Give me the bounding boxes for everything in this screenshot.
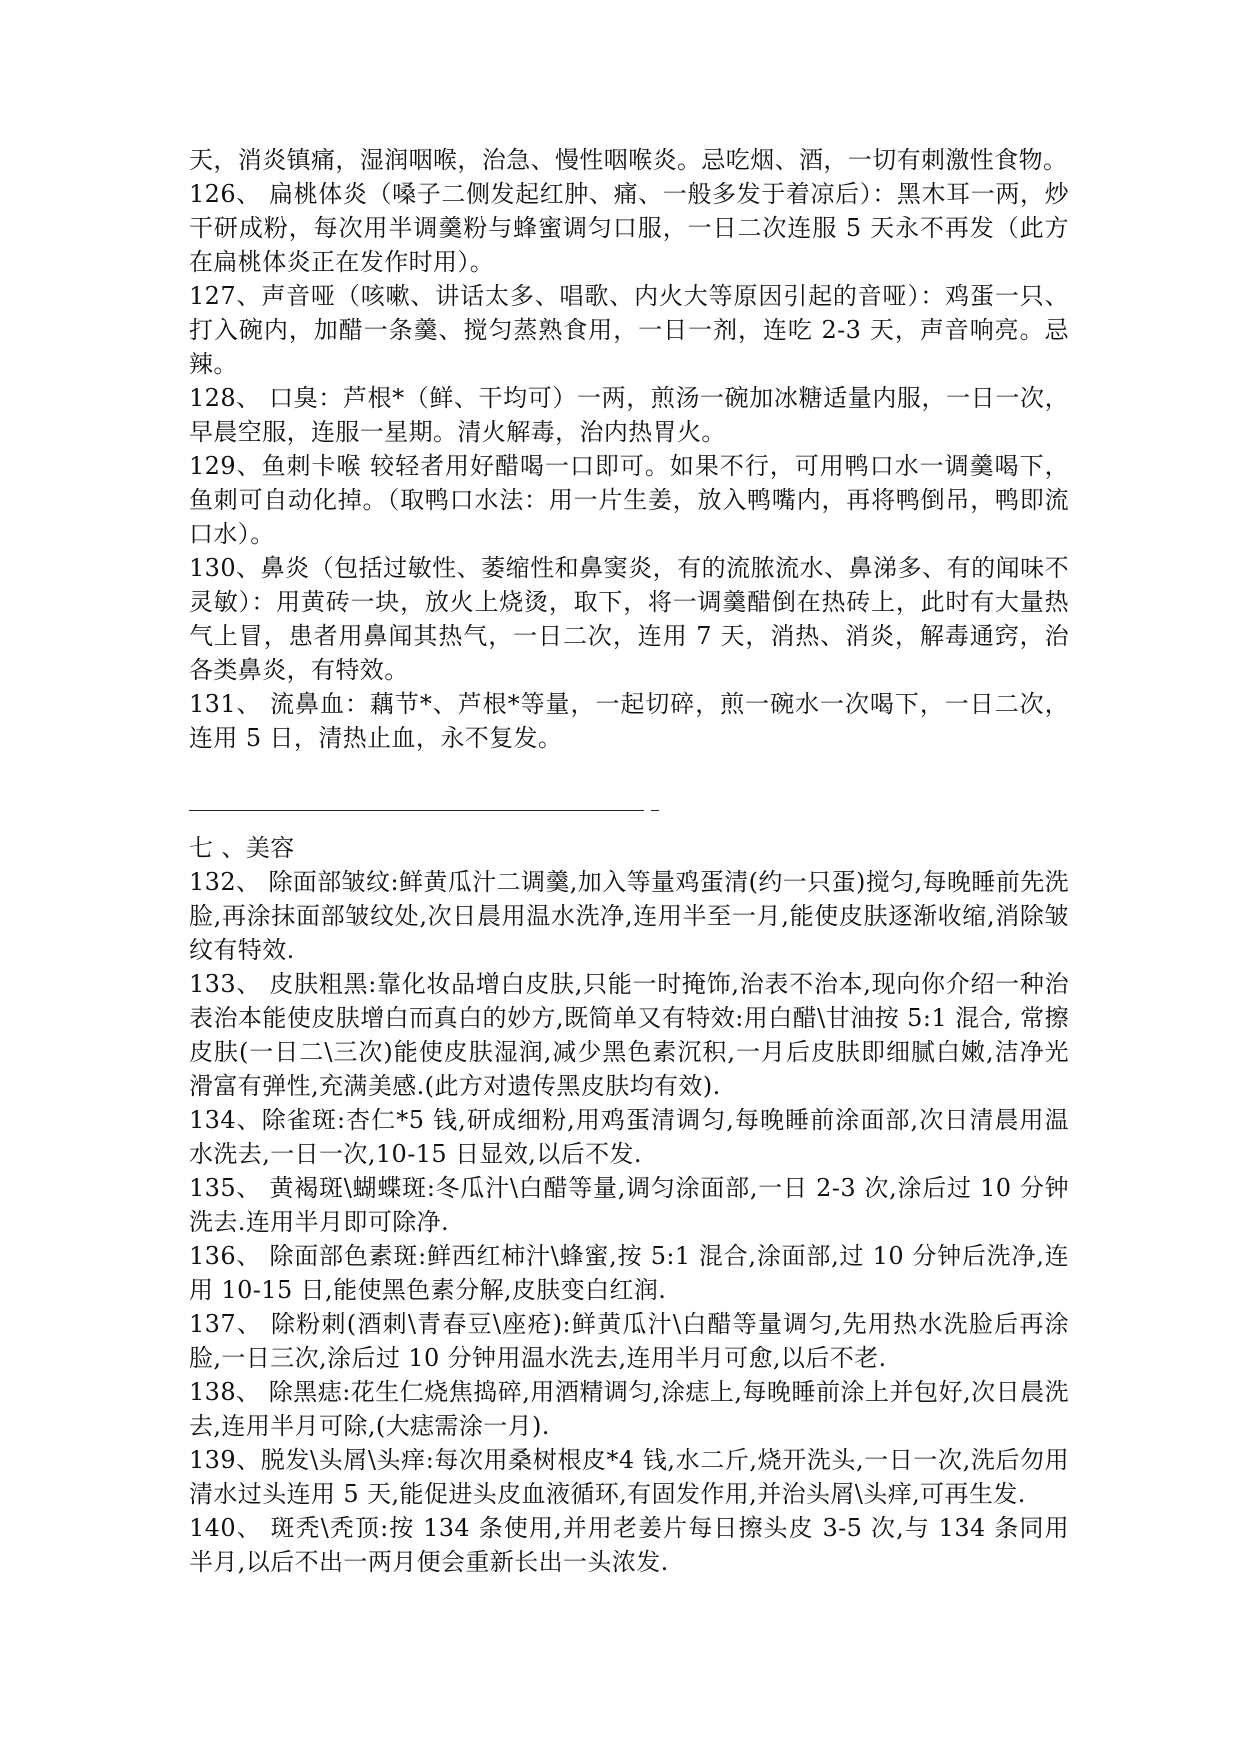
remedy-129: 129、鱼刺卡喉 较轻者用好醋喝一口即可。如果不行，可用鸭口水一调羹喝下，鱼刺可自动化掉。（取鸭口水法：用一片生姜，放入鸭嘴内，再将鸭倒吊，鸭即流口水）。 <box>189 452 1069 548</box>
divider-line <box>189 810 644 811</box>
remedy-127: 127、声音哑（咳嗽、讲话太多、唱歌、内火大等原因引起的音哑）：鸡蛋一只、打入碗内，加醋一条羹、搅匀蒸熟食用，一日一剂，连吃 2-3 天，声音响亮。忌辣。 <box>189 282 1069 378</box>
remedy-136: 136、 除面部色素斑:鲜西红柿汁\蜂蜜,按 5:1 混合,涂面部,过 10 分钟后洗净,连用 10-15 日,能使黑色素分解,皮肤变白红润. <box>189 1242 1069 1304</box>
remedy-132: 132、 除面部皱纹:鲜黄瓜汁二调羹,加入等量鸡蛋清(约一只蛋)搅匀,每晚睡前先洗脸,再涂抹面部皱纹处,次日晨用温水洗净,连用半至一月,能使皮肤逐渐收缩,消除皱纹有特效. <box>189 868 1069 964</box>
remedy-128: 128、 口臭：芦根*（鲜、干均可）一两，煎汤一碗加冰糖适量内服，一日一次，早晨空服，连服一星期。清火解毒，治内热胃火。 <box>189 384 1069 446</box>
remedy-138: 138、 除黑痣:花生仁烧焦捣碎,用酒精调匀,涂痣上,每晚睡前涂上并包好,次日晨洗去,连用半月可除,(大痣需涂一月). <box>189 1378 1069 1440</box>
remedy-135: 135、 黄褐斑\蝴蝶斑:冬瓜汁\白醋等量,调匀涂面部,一日 2-3 次,涂后过 10 分钟洗去.连用半月即可除净. <box>189 1174 1069 1236</box>
remedy-137: 137、 除粉刺(酒刺\青春豆\座疮):鲜黄瓜汁\白醋等量调匀,先用热水洗脸后再涂脸,一日三次,涂后过 10 分钟用温水洗去,连用半月可愈,以后不老. <box>189 1310 1069 1372</box>
section-title: 七 、美容 <box>189 834 295 862</box>
remedy-133: 133、 皮肤粗黑:靠化妆品增白皮肤,只能一时掩饰,治表不治本,现向你介绍一种治表治本能使皮肤增白而真白的妙方,既简单又有特效:用白醋\甘油按 5:1 混合, 常擦皮肤(一日二\三次)能使皮肤湿润,减少黑色素沉积,一月后皮肤即细腻白嫩,洁净光滑富有弹性,充满美感.(此方对遗传黑皮肤均有效). <box>189 970 1069 1100</box>
divider-dash <box>651 810 659 811</box>
remedy-139: 139、脱发\头屑\头痒:每次用桑树根皮*4 钱,水二斤,烧开洗头,一日一次,洗后勿用清水过头连用 5 天,能促进头皮血液循环,有固发作用,并治头屑\头痒,可再生发. <box>189 1446 1069 1508</box>
remedy-134: 134、除雀斑:杏仁*5 钱,研成细粉,用鸡蛋清调匀,每晚睡前涂面部,次日清晨用温水洗去,一日一次,10-15 日显效,以后不发. <box>189 1106 1069 1168</box>
document-page <box>189 143 1069 1579</box>
paragraph-continued: 天，消炎镇痛，湿润咽喉，治急、慢性咽喉炎。忌吃烟、酒，一切有刺激性食物。 <box>189 146 1068 174</box>
section-divider <box>189 795 1069 825</box>
remedy-130: 130、鼻炎（包括过敏性、萎缩性和鼻窦炎，有的流脓流水、鼻涕多、有的闻味不灵敏）：用黄砖一块，放火上烧烫，取下，将一调羹醋倒在热砖上，此时有大量热气上冒，患者用鼻闻其热气，一日二次，连用 7 天，消热、消炎，解毒通窍，治各类鼻炎，有特效。 <box>189 554 1069 684</box>
remedy-140: 140、 斑秃\秃顶:按 134 条使用,并用老姜片每日擦头皮 3-5 次,与 134 条同用半月,以后不出一两月便会重新长出一头浓发. <box>189 1514 1069 1576</box>
remedy-131: 131、 流鼻血：藕节*、芦根*等量，一起切碎，煎一碗水一次喝下，一日二次，连用 5 日，清热止血，永不复发。 <box>189 690 1069 752</box>
remedy-126: 126、 扁桃体炎（嗓子二侧发起红肿、痛、一般多发于着凉后）：黑木耳一两，炒干研成粉，每次用半调羹粉与蜂蜜调匀口服，一日二次连服 5 天永不再发（此方在扁桃体炎正在发作时用）。 <box>189 180 1069 276</box>
